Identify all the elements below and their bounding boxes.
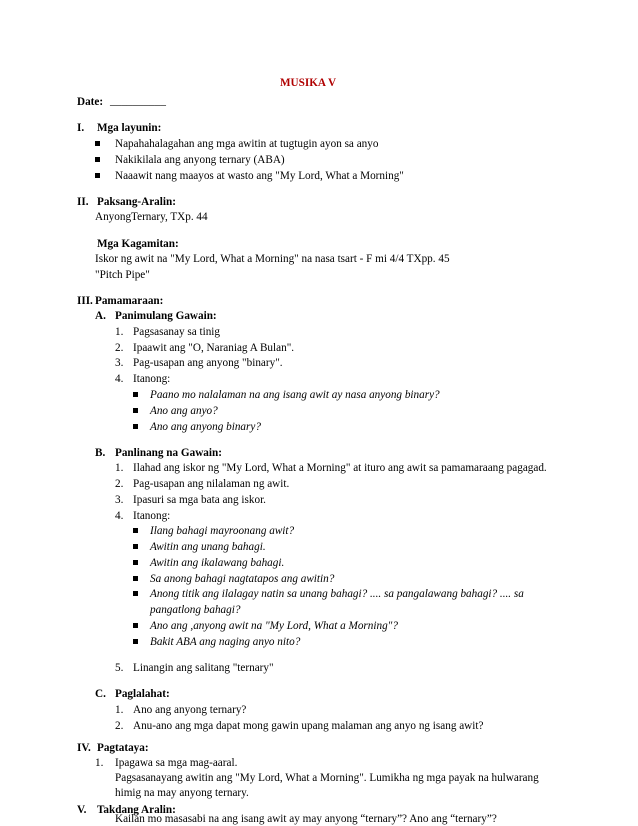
list-item: Napahahalagahan ang mga awitin at tugtugin ayon sa anyo xyxy=(115,138,379,150)
section-heading-pagtataya: Pagtataya: xyxy=(97,742,149,754)
bullet-icon xyxy=(133,591,138,596)
step-number: 1. xyxy=(115,462,124,474)
step-text: Ipagawa sa mga mag-aaral. xyxy=(115,757,238,769)
section-heading-paksang-aralin: Paksang-Aralin: xyxy=(97,196,176,208)
list-item: Naaawit nang maayos at wasto ang "My Lord, What a Morning" xyxy=(115,170,404,182)
question-item: Sa anong bahagi nagtatapos ang awitin? xyxy=(150,573,335,585)
bullet-icon xyxy=(133,576,138,581)
question-item: Ano ang anyong binary? xyxy=(150,421,261,433)
section-number: I. xyxy=(77,122,85,134)
question-item: Paano mo nalalaman na ang isang awit ay nasa anyong binary? xyxy=(150,389,440,401)
step-text: Pag-usapan ang anyong "binary". xyxy=(133,357,283,369)
step-number: 2. xyxy=(115,342,124,354)
date-blank: __________ xyxy=(110,95,166,107)
section-number: II. xyxy=(77,196,89,208)
step-text: Pagsasanay sa tinig xyxy=(133,326,220,338)
question-item-continuation: pangatlong bahagi? xyxy=(150,604,241,616)
kagamitan-heading: Mga Kagamitan: xyxy=(97,238,179,250)
step-text: Ilahad ang iskor ng "My Lord, What a Morning" at ituro ang awit sa pamamaraang pagagad. xyxy=(133,462,547,474)
topic-line: AnyongTernary, TXp. 44 xyxy=(95,211,208,223)
question-item: Ano ang ,anyong awit na "My Lord, What a Morning"? xyxy=(150,620,398,632)
question-item: Awitin ang unang bahagi. xyxy=(150,541,266,553)
page-title: MUSIKA V xyxy=(280,77,337,89)
question-item: Awitin ang ikalawang bahagi. xyxy=(150,557,285,569)
bullet-icon xyxy=(133,528,138,533)
subsection-letter: A. xyxy=(95,310,106,322)
subsection-heading-a: Panimulang Gawain: xyxy=(115,310,217,322)
step-number: 2. xyxy=(115,478,124,490)
step-text: Linangin ang salitang "ternary" xyxy=(133,662,274,674)
bullet-icon xyxy=(133,408,138,413)
bullet-icon xyxy=(133,392,138,397)
bullet-icon xyxy=(133,639,138,644)
step-number: 2. xyxy=(115,720,124,732)
subsection-heading-b: Panlinang na Gawain: xyxy=(115,447,222,459)
step-number: 4. xyxy=(115,373,124,385)
step-number: 1. xyxy=(115,704,124,716)
bullet-icon xyxy=(133,560,138,565)
bullet-icon xyxy=(133,544,138,549)
step-number: 1. xyxy=(115,326,124,338)
step-text: himig na may anyong ternary. xyxy=(115,787,249,799)
step-text: Ipasuri sa mga bata ang iskor. xyxy=(133,494,266,506)
step-number: 1. xyxy=(95,757,104,769)
step-number: 3. xyxy=(115,494,124,506)
assignment-line: Kailan mo masasabi na ang isang awit ay may anyong “ternary”? Ano ang “ternary”? xyxy=(115,813,497,825)
bullet-icon xyxy=(95,141,100,146)
question-item: Ano ang anyo? xyxy=(150,405,218,417)
question-item: Anong titik ang ilalagay natin sa unang bahagi? .... sa pangalawang bahagi? .... sa xyxy=(150,588,524,600)
step-text: Ipaawit ang "O, Naraniag A Bulan". xyxy=(133,342,295,354)
subsection-letter: B. xyxy=(95,447,106,459)
section-heading-pamamaraan: Pamamaraan: xyxy=(95,295,164,307)
section-heading-takdang-aralin: Takdang Aralin: xyxy=(97,804,176,816)
step-text: Itanong: xyxy=(133,510,171,522)
question-item: Bakit ABA ang naging anyo nito? xyxy=(150,636,301,648)
subsection-letter: C. xyxy=(95,688,106,700)
date-label: Date: xyxy=(77,96,104,108)
section-number: V. xyxy=(77,804,87,816)
subsection-heading-c: Paglalahat: xyxy=(115,688,170,700)
step-number: 3. xyxy=(115,357,124,369)
step-number: 5. xyxy=(115,662,124,674)
question-item: Ilang bahagi mayroonang awit? xyxy=(150,525,295,537)
bullet-icon xyxy=(133,424,138,429)
kagamitan-line: "Pitch Pipe" xyxy=(95,269,150,281)
kagamitan-line: Iskor ng awit na "My Lord, What a Morning" na nasa tsart - F mi 4/4 TXpp. 45 xyxy=(95,253,450,265)
step-text: Itanong: xyxy=(133,373,171,385)
step-text: Pagsasanayang awitin ang "My Lord, What a Morning". Lumikha ng mga payak na hulwarang xyxy=(115,772,539,784)
step-text: Anu-ano ang mga dapat mong gawin upang malaman ang anyo ng isang awit? xyxy=(133,720,484,732)
step-number: 4. xyxy=(115,510,124,522)
bullet-icon xyxy=(95,157,100,162)
bullet-icon xyxy=(95,173,100,178)
section-heading-layunin: Mga layunin: xyxy=(97,122,162,134)
list-item: Nakikilala ang anyong ternary (ABA) xyxy=(115,154,285,166)
bullet-icon xyxy=(133,623,138,628)
section-number: IV. xyxy=(77,742,91,754)
step-text: Ano ang anyong ternary? xyxy=(133,704,247,716)
section-number: III. xyxy=(77,295,93,307)
step-text: Pag-usapan ang nilalaman ng awit. xyxy=(133,478,290,490)
